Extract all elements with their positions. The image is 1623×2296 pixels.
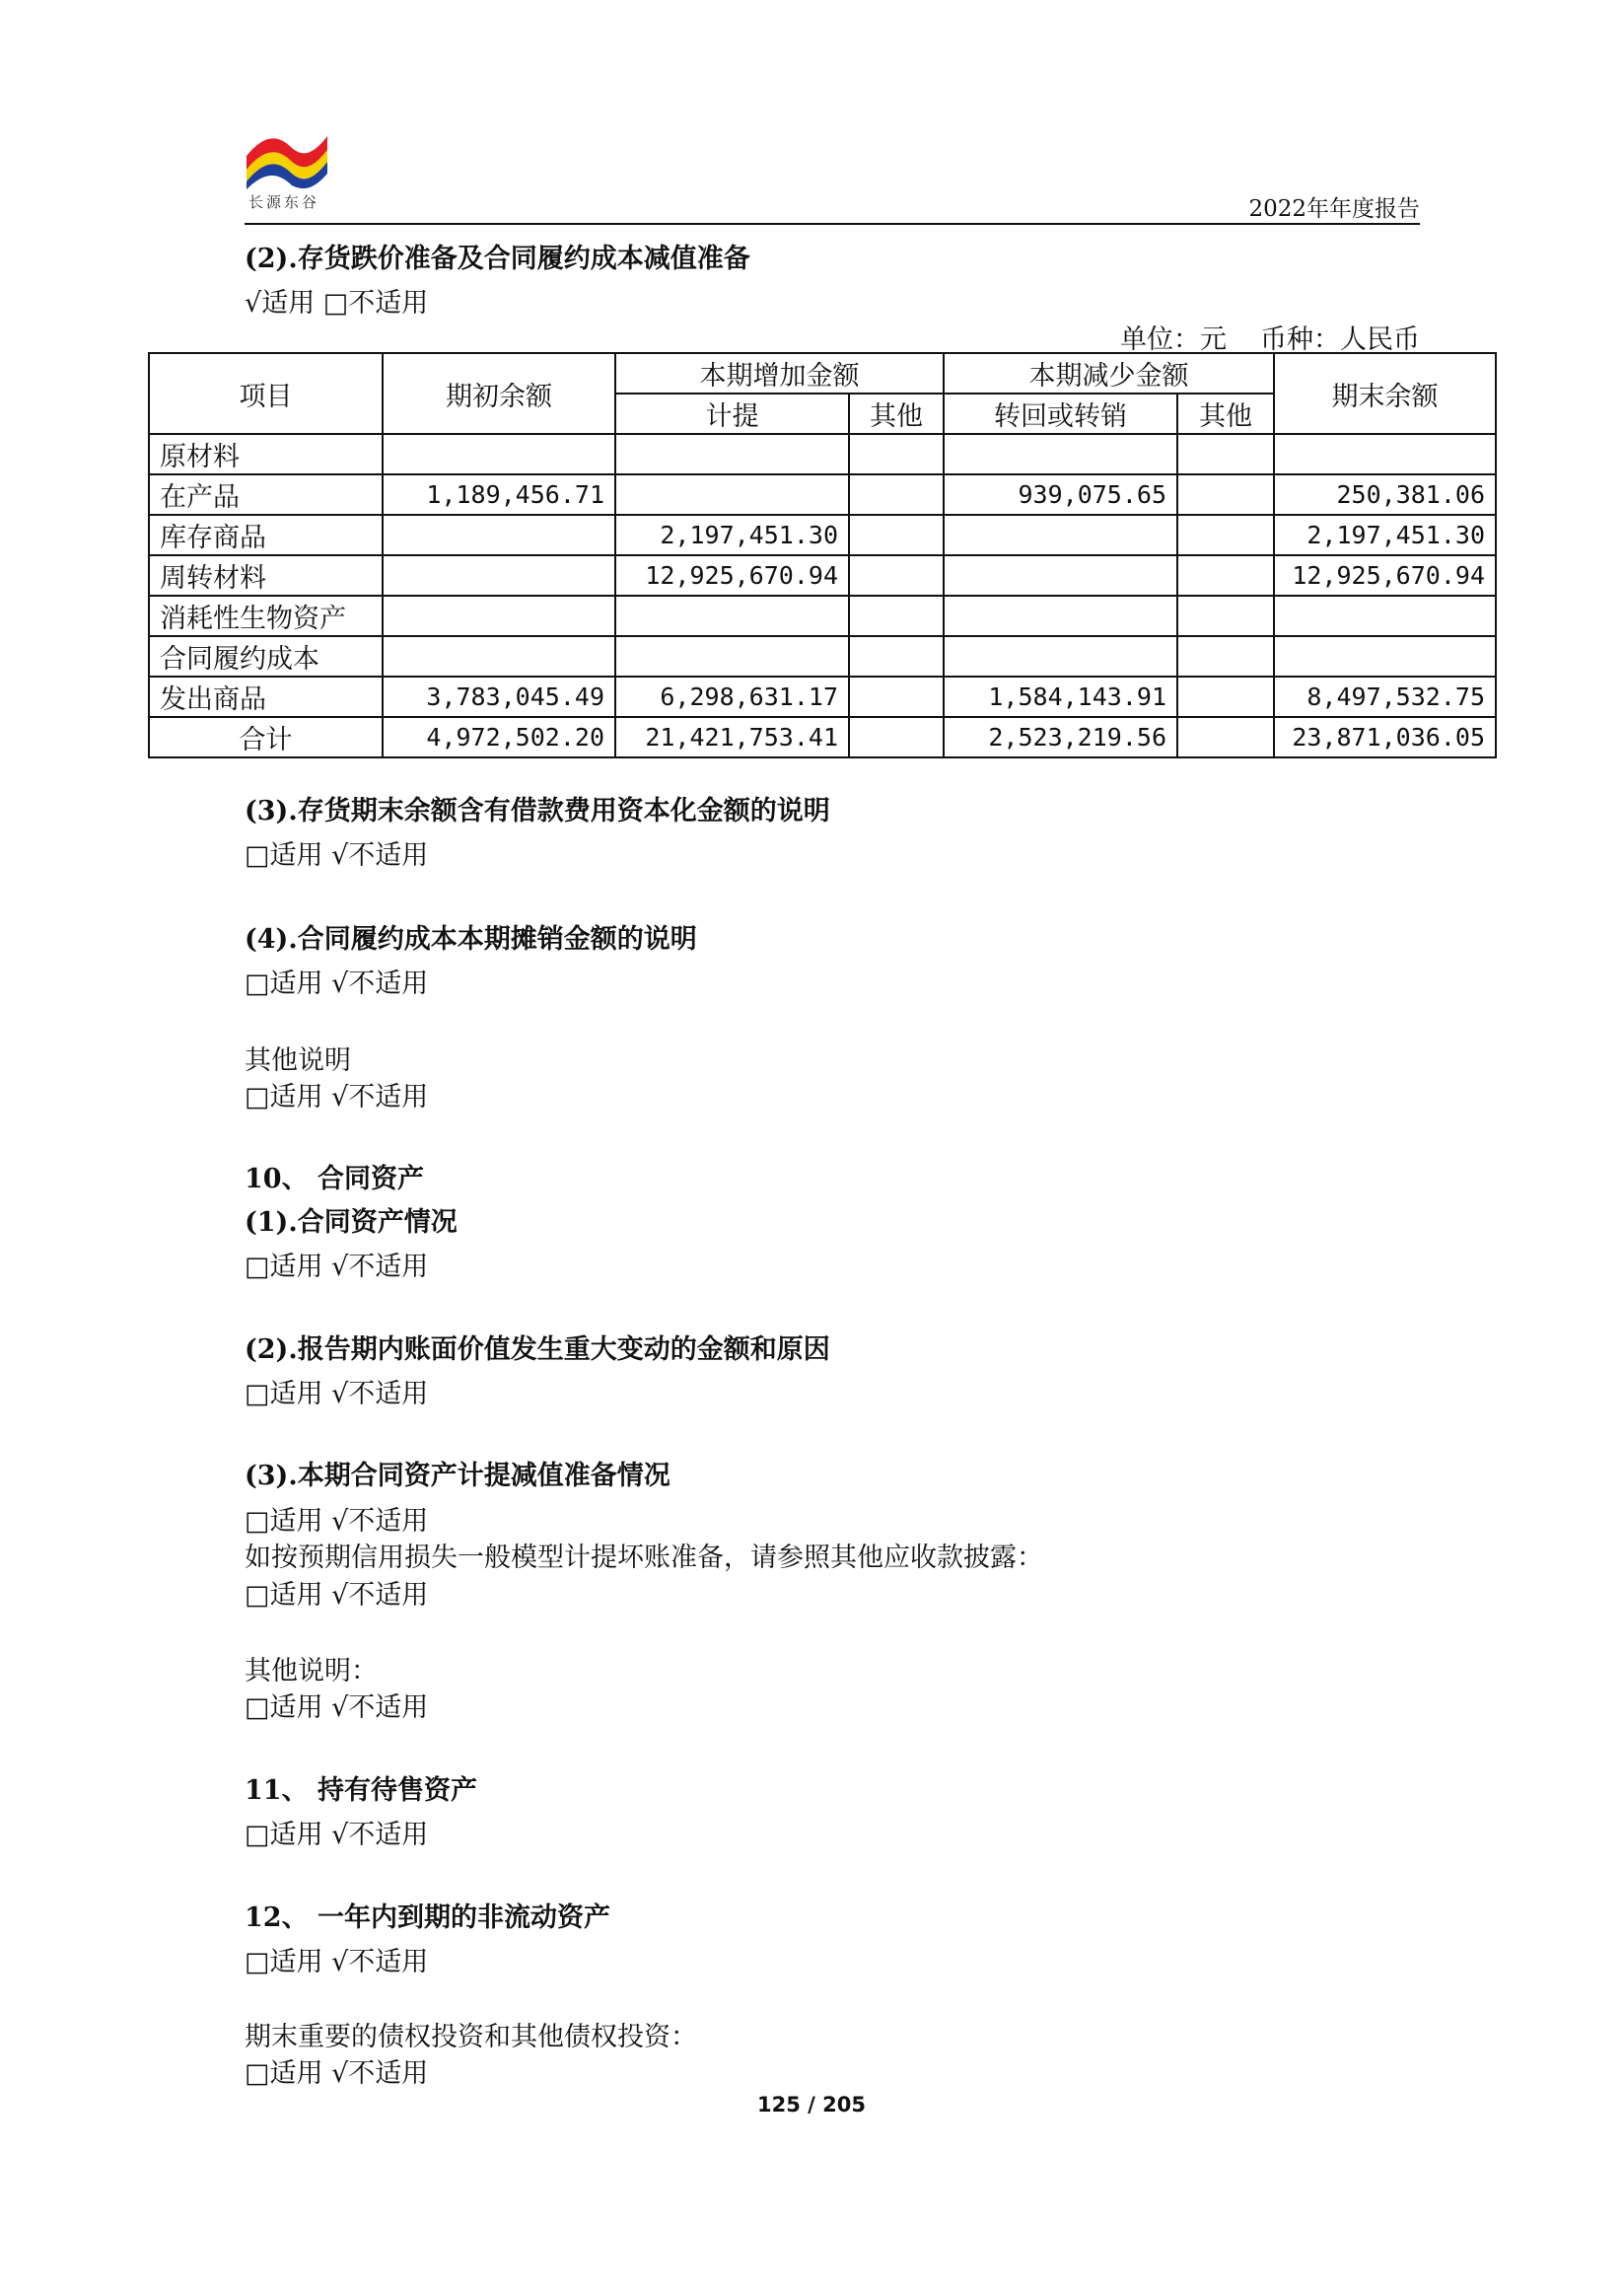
table-row bbox=[149, 596, 1496, 636]
cell-opening bbox=[383, 636, 615, 677]
header-decrease: 本期减少金额 bbox=[944, 353, 1274, 394]
header-divider bbox=[245, 223, 1420, 225]
header-reversal: 转回或转销 bbox=[944, 394, 1177, 434]
item-10-3-title: (3).本期合同资产计提减值准备情况 bbox=[245, 1461, 670, 1491]
table-row bbox=[149, 555, 1496, 596]
cell-other-inc bbox=[849, 474, 944, 515]
cell-accrual: 21,421,753.41 bbox=[615, 717, 849, 757]
section-3-status: □适用 √不适用 bbox=[245, 840, 429, 871]
cell-accrual bbox=[615, 474, 849, 515]
cell-other-dec bbox=[1177, 434, 1274, 474]
cell-opening bbox=[383, 515, 615, 555]
other-notes-status-2: □适用 √不适用 bbox=[245, 1692, 429, 1723]
logo-wave-icon bbox=[245, 130, 329, 189]
row-label: 在产品 bbox=[149, 474, 383, 515]
cell-other-dec bbox=[1177, 555, 1274, 596]
row-label: 原材料 bbox=[149, 434, 383, 474]
cell-other-inc bbox=[849, 677, 944, 717]
cell-closing: 23,871,036.05 bbox=[1274, 717, 1496, 757]
report-title: 2022年年度报告 bbox=[1248, 196, 1420, 222]
table-row bbox=[149, 636, 1496, 677]
cell-closing: 250,381.06 bbox=[1274, 474, 1496, 515]
row-label: 消耗性生物资产 bbox=[149, 596, 383, 636]
row-label: 周转材料 bbox=[149, 555, 383, 596]
cell-opening: 1,189,456.71 bbox=[383, 474, 615, 515]
cell-closing bbox=[1274, 636, 1496, 677]
item-10-2-status: □适用 √不适用 bbox=[245, 1379, 429, 1409]
cell-opening: 4,972,502.20 bbox=[383, 717, 615, 757]
item-11-status: □适用 √不适用 bbox=[245, 1820, 429, 1850]
cell-other-inc bbox=[849, 596, 944, 636]
cell-other-inc bbox=[849, 636, 944, 677]
cell-other-dec bbox=[1177, 636, 1274, 677]
cell-accrual bbox=[615, 596, 849, 636]
cell-reversal bbox=[944, 515, 1177, 555]
item-10-3-status: □适用 √不适用 bbox=[245, 1506, 429, 1537]
cell-other-inc bbox=[849, 717, 944, 757]
item-10-1-status: □适用 √不适用 bbox=[245, 1252, 429, 1282]
page-number: 125 / 205 bbox=[757, 2093, 866, 2117]
header-accrual: 计提 bbox=[615, 394, 849, 434]
cell-opening bbox=[383, 555, 615, 596]
unit-label: 单位：元 bbox=[1120, 324, 1227, 355]
item-10-3-note-status: □适用 √不适用 bbox=[245, 1580, 429, 1611]
header-item: 项目 bbox=[149, 353, 383, 434]
header-other-decrease: 其他 bbox=[1177, 394, 1274, 434]
other-notes-label-1: 其他说明 bbox=[245, 1045, 351, 1076]
row-label: 发出商品 bbox=[149, 677, 383, 717]
row-label: 合同履约成本 bbox=[149, 636, 383, 677]
header-increase: 本期增加金额 bbox=[615, 353, 944, 394]
item-10-title: 10、 合同资产 bbox=[245, 1164, 424, 1194]
cell-accrual: 12,925,670.94 bbox=[615, 555, 849, 596]
header-other-increase: 其他 bbox=[849, 394, 944, 434]
table-row bbox=[149, 677, 1496, 717]
unit-line bbox=[1120, 318, 1420, 356]
cell-accrual: 6,298,631.17 bbox=[615, 677, 849, 717]
cell-closing bbox=[1274, 434, 1496, 474]
table-row bbox=[149, 434, 1496, 474]
section-2-title: (2).存货跌价准备及合同履约成本减值准备 bbox=[245, 244, 750, 274]
row-label: 库存商品 bbox=[149, 515, 383, 555]
cell-reversal: 939,075.65 bbox=[944, 474, 1177, 515]
cell-reversal: 2,523,219.56 bbox=[944, 717, 1177, 757]
cell-opening bbox=[383, 596, 615, 636]
cell-closing: 12,925,670.94 bbox=[1274, 555, 1496, 596]
table-row bbox=[149, 474, 1496, 515]
cell-other-inc bbox=[849, 434, 944, 474]
cell-opening bbox=[383, 434, 615, 474]
row-label: 合计 bbox=[149, 717, 383, 757]
cell-other-inc bbox=[849, 555, 944, 596]
cell-accrual bbox=[615, 434, 849, 474]
section-2-status: √适用 □不适用 bbox=[245, 288, 429, 319]
cell-other-dec bbox=[1177, 717, 1274, 757]
cell-accrual bbox=[615, 636, 849, 677]
item-11-title: 11、 持有待售资产 bbox=[245, 1775, 477, 1806]
table-body bbox=[149, 434, 1496, 757]
cell-other-dec bbox=[1177, 515, 1274, 555]
other-notes-label-2: 其他说明： bbox=[245, 1656, 378, 1686]
header-opening: 期初余额 bbox=[383, 353, 615, 434]
item-12-status: □适用 √不适用 bbox=[245, 1947, 429, 1977]
cell-accrual: 2,197,451.30 bbox=[615, 515, 849, 555]
cell-closing: 2,197,451.30 bbox=[1274, 515, 1496, 555]
cell-reversal bbox=[944, 596, 1177, 636]
cell-opening: 3,783,045.49 bbox=[383, 677, 615, 717]
item-12-title: 12、 一年内到期的非流动资产 bbox=[245, 1902, 610, 1933]
cell-other-dec bbox=[1177, 474, 1274, 515]
item-10-1-title: (1).合同资产情况 bbox=[245, 1207, 458, 1238]
cell-reversal bbox=[944, 434, 1177, 474]
inventory-impairment-table bbox=[148, 352, 1497, 758]
currency-label: 币种：人民币 bbox=[1260, 324, 1420, 355]
cell-closing bbox=[1274, 596, 1496, 636]
section-3-title: (3).存货期末余额含有借款费用资本化金额的说明 bbox=[245, 796, 830, 826]
table-row bbox=[149, 717, 1496, 757]
item-10-3-note: 如按预期信用损失一般模型计提坏账准备，请参照其他应收款披露： bbox=[245, 1543, 1043, 1573]
cell-closing: 8,497,532.75 bbox=[1274, 677, 1496, 717]
cell-other-dec bbox=[1177, 596, 1274, 636]
item-12-note-status: □适用 √不适用 bbox=[245, 2058, 429, 2089]
cell-other-inc bbox=[849, 515, 944, 555]
cell-reversal bbox=[944, 555, 1177, 596]
table-row bbox=[149, 515, 1496, 555]
header-closing: 期末余额 bbox=[1274, 353, 1496, 434]
cell-reversal: 1,584,143.91 bbox=[944, 677, 1177, 717]
cell-other-dec bbox=[1177, 677, 1274, 717]
item-12-note: 期末重要的债权投资和其他债权投资： bbox=[245, 2022, 697, 2052]
section-4-title: (4).合同履约成本本期摊销金额的说明 bbox=[245, 924, 697, 955]
item-10-2-title: (2).报告期内账面价值发生重大变动的金额和原因 bbox=[245, 1334, 830, 1365]
section-4-status: □适用 √不适用 bbox=[245, 969, 429, 999]
logo-text: 长源东谷 bbox=[248, 193, 320, 211]
cell-reversal bbox=[944, 636, 1177, 677]
other-notes-status-1: □适用 √不适用 bbox=[245, 1082, 429, 1112]
